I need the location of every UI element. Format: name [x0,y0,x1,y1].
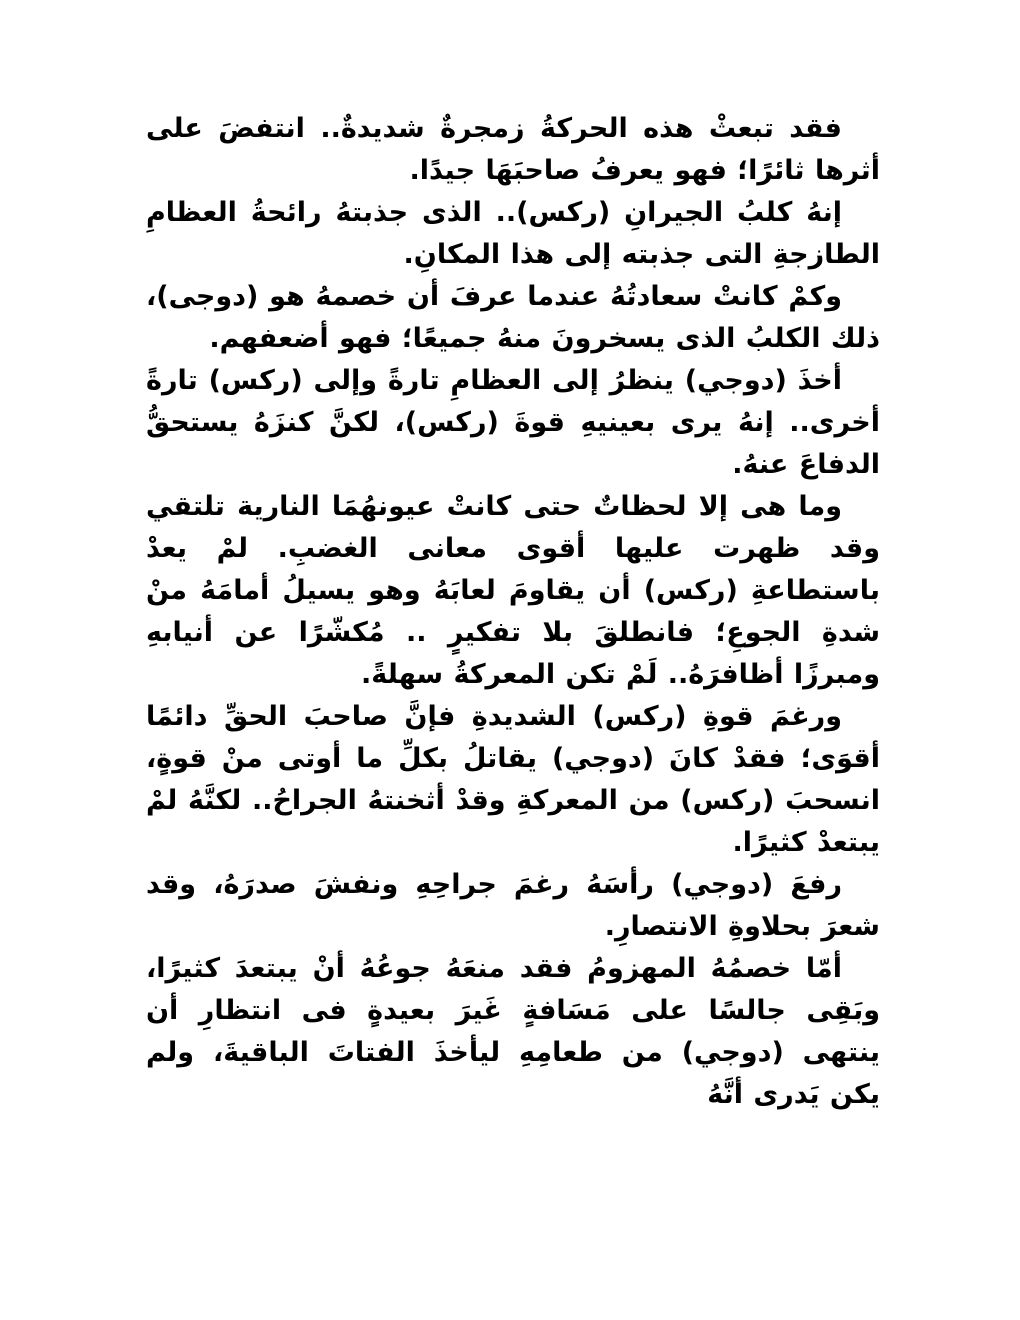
story-paragraph-1: فقد تبعثْ هذه الحركةُ زمجرةٌ شديدةٌ.. انتفضَ على أثرها ثائرًا؛ فهو يعرفُ صاحبَهَا جيدًا. [146,113,880,186]
story-paragraph-3: وكمْ كانتْ سعادتُهُ عندما عرفَ أن خصمهُ هو (دوجى)، ذلك الكلبُ الذى يسخرونَ منهُ جميعًا؛ فهو أضعفهم. [146,281,880,354]
story-paragraph-7: رفعَ (دوجي) رأسَهُ رغمَ جراحِهِ ونفشَ صدرَهُ، وقد شعرَ بحلاوةِ الانتصارِ. [146,869,880,942]
story-text-block [146,108,880,1116]
story-paragraph-5: وما هى إلا لحظاتٌ حتى كانتْ عيونهُمَا النارية تلتقي وقد ظهرت عليها أقوى معانى الغضبِ. لمْ يعدْ باستطاعةِ (ركس) أن يقاومَ لعابَهُ وهو يسيلُ أمامَهُ منْ شدةِ الجوعِ؛ فانطلقَ بلا تفكيرٍ .. مُكشّرًا عن أنيابهِ ومبرزًا أظافرَهُ.. لَمْ تكن المعركةُ سهلةً. [146,491,880,690]
story-paragraph-8: أمّا خصمُهُ المهزومُ فقد منعَهُ جوعُهُ أنْ يبتعدَ كثيرًا، وبَقِى جالسًا على مَسَافةٍ غَيرَ بعيدةٍ فى انتظارِ أن ينتهى (دوجي) من طعامِهِ ليأخذَ الفتاتَ الباقيةَ، ولم يكن يَدرى أنَّهُ [146,953,880,1110]
story-paragraph-6: ورغمَ قوةِ (ركس) الشديدةِ فإنَّ صاحبَ الحقِّ دائمًا أقوَى؛ فقدْ كانَ (دوجي) يقاتلُ بكلِّ ما أوتى منْ قوةٍ، انسحبَ (ركس) من المعركةِ وقدْ أثخنتهُ الجراحُ.. لكنَّهُ لمْ يبتعدْ كثيرًا. [146,701,880,858]
story-paragraph-4: أخذَ (دوجي) ينظرُ إلى العظامِ تارةً وإلى (ركس) تارةً أخرى.. إنهُ يرى بعينيهِ قوةَ (ركس)، لكنَّ كنزَهُ يستحقُّ الدفاعَ عنهُ. [146,365,880,480]
story-paragraph-2: إنهُ كلبُ الجيرانِ (ركس).. الذى جذبتهُ رائحةُ العظامِ الطازجةِ التى جذبته إلى هذا المكانِ. [146,197,880,270]
